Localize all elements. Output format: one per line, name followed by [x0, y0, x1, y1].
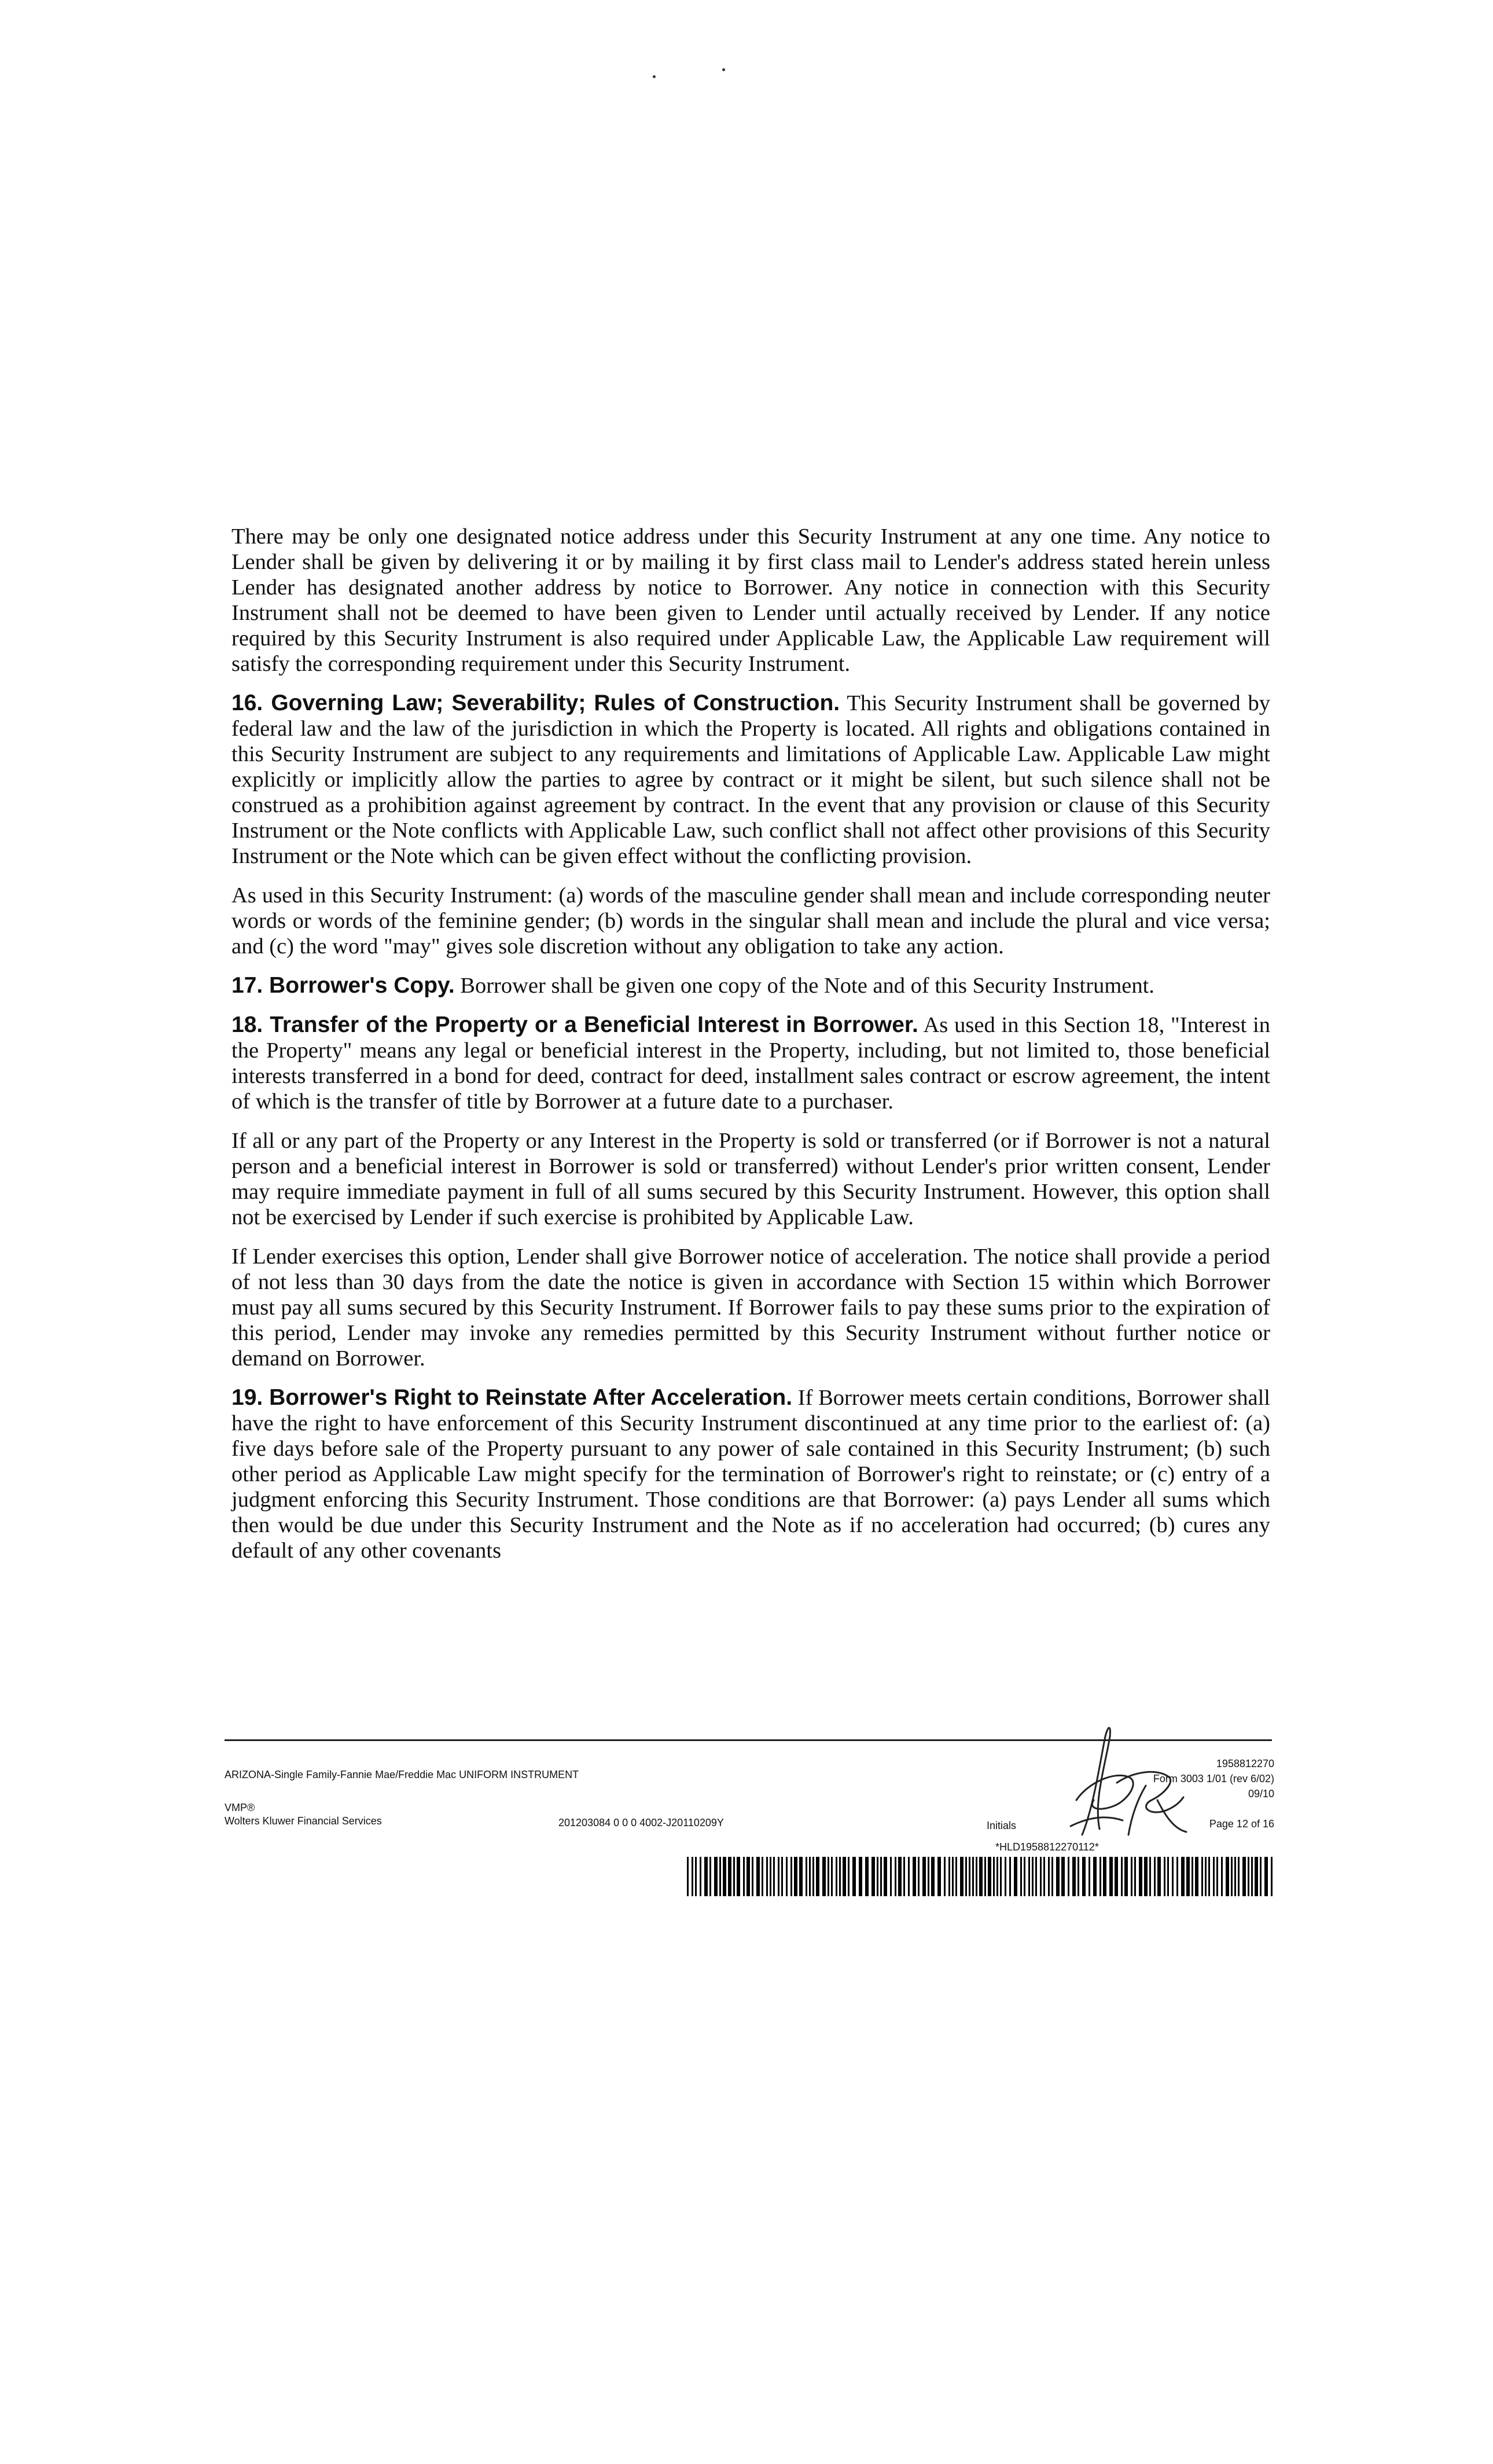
document-code: 201203084 0 0 0 4002-J20110209Y	[558, 1817, 724, 1828]
barcode-bar	[1035, 1857, 1037, 1896]
barcode-bar	[1154, 1857, 1156, 1896]
section-heading: 17. Borrower's Copy.	[231, 973, 455, 998]
barcode-bar	[1082, 1857, 1086, 1896]
barcode-bar	[880, 1857, 882, 1896]
paragraph: 18. Transfer of the Property or a Beneficial Interest in Borrower. As used in this Section 18, "Interest in the Property" means any legal or beneficial interest in the Property, including, but not limited to, those beneficial interests transferred in a bond for deed, contract for deed, installment sales contract or escrow agreement, the intent of which is the transfer of title by Borrower at a future date to a purchaser.	[231, 1012, 1270, 1114]
barcode-bar	[1238, 1857, 1240, 1896]
barcode-bar	[1099, 1857, 1101, 1896]
barcode-bar	[1051, 1857, 1053, 1896]
barcode-bar	[822, 1857, 826, 1896]
barcode-bar	[714, 1857, 718, 1896]
barcode-bar	[969, 1857, 970, 1896]
barcode-bar	[1134, 1857, 1136, 1896]
barcode-bar	[809, 1857, 811, 1896]
barcode-bar	[1234, 1857, 1236, 1896]
paragraph: If Lender exercises this option, Lender shall give Borrower notice of acceleration. The notice shall provide a period of not less than 30 days from the date the notice is given in accordance with Section 15 within which Borrower must pay all sums secured by this Security Instrument. If Borrower fails to pay these sums prior to the expiration of this period, Lender may invoke any remedies permitted by this Security Instrument without further notice or demand on Borrower.	[231, 1244, 1270, 1371]
barcode-bar	[984, 1857, 986, 1896]
barcode-bar	[948, 1857, 950, 1896]
barcode	[687, 1857, 1274, 1896]
barcode-bar	[1216, 1857, 1218, 1896]
barcode-bar	[1056, 1857, 1060, 1896]
paragraph: 16. Governing Law; Severability; Rules of Construction. This Security Instrument shall be governed by federal law and the law of the jurisdiction in which the Property is located. All rights and obligations contained in this Security Instrument are subject to any requirements and limitations of Applicable Law. Applicable Law might explicitly or implicitly allow the parties to agree by contract or it might be silent, but such silence shall not be construed as a prohibition against agreement by contract. In the event that any provision or clause of this Security Instrument or the Note conflicts with Applicable Law, such conflict shall not affect other provisions of this Security Instrument or the Note which can be given effect without the conflicting provision.	[231, 691, 1270, 868]
barcode-bar	[1248, 1857, 1249, 1896]
barcode-bar	[1005, 1857, 1006, 1896]
barcode-bar	[1251, 1857, 1253, 1896]
barcode-bar	[1124, 1857, 1128, 1896]
barcode-bar	[1109, 1857, 1113, 1896]
barcode-bar	[1028, 1857, 1030, 1896]
barcode-bar	[1121, 1857, 1123, 1896]
barcode-bar	[770, 1857, 771, 1896]
barcode-bar	[781, 1857, 783, 1896]
barcode-bar	[747, 1857, 750, 1896]
scan-speck	[722, 68, 725, 71]
barcode-bar	[1020, 1857, 1022, 1896]
barcode-bar	[843, 1857, 846, 1896]
barcode-bar	[955, 1857, 957, 1896]
scan-speck	[653, 75, 656, 78]
barcode-bar	[1208, 1857, 1210, 1896]
barcode-bar	[752, 1857, 753, 1896]
barcode-bar	[709, 1857, 711, 1896]
barcode-bar	[790, 1857, 792, 1896]
barcode-bar	[903, 1857, 905, 1896]
barcode-bar	[918, 1857, 920, 1896]
barcode-bar	[1093, 1857, 1097, 1896]
barcode-bar	[704, 1857, 708, 1896]
barcode-bar	[1139, 1857, 1142, 1896]
barcode-bar	[960, 1857, 964, 1896]
barcode-bar	[852, 1857, 856, 1896]
barcode-bar	[988, 1857, 991, 1896]
barcode-bar	[723, 1857, 726, 1896]
barcode-bar	[1131, 1857, 1132, 1896]
barcode-bar	[1149, 1857, 1151, 1896]
barcode-bar	[1195, 1857, 1198, 1896]
barcode-bar	[1167, 1857, 1169, 1896]
barcode-bar	[1181, 1857, 1185, 1896]
barcode-bar	[965, 1857, 967, 1896]
barcode-bar	[1009, 1857, 1011, 1896]
barcode-bar	[1176, 1857, 1178, 1896]
barcode-bar	[1115, 1857, 1118, 1896]
barcode-bar	[1072, 1857, 1076, 1896]
barcode-bar	[794, 1857, 797, 1896]
barcode-text: *HLD1958812270112*	[995, 1841, 1099, 1853]
barcode-bar	[719, 1857, 721, 1896]
barcode-bar	[996, 1857, 998, 1896]
loan-number: 1958812270	[1216, 1758, 1274, 1769]
revision-date: 09/10	[1248, 1788, 1274, 1800]
barcode-bar	[762, 1857, 763, 1896]
barcode-bar	[922, 1857, 926, 1896]
barcode-bar	[944, 1857, 946, 1896]
initials-label: Initials	[987, 1820, 1017, 1831]
publisher-name: Wolters Kluwer Financial Services	[225, 1815, 382, 1827]
barcode-bar	[1255, 1857, 1258, 1896]
barcode-bar	[687, 1857, 689, 1896]
barcode-bar	[1048, 1857, 1050, 1896]
barcode-bar	[1172, 1857, 1174, 1896]
barcode-bar	[1068, 1857, 1069, 1896]
barcode-bar	[786, 1857, 788, 1896]
barcode-bar	[1061, 1857, 1065, 1896]
barcode-bar	[700, 1857, 701, 1896]
barcode-bar	[1024, 1857, 1025, 1896]
page-number: Page 12 of 16	[1209, 1818, 1274, 1830]
barcode-bar	[692, 1857, 693, 1896]
barcode-bar	[1271, 1857, 1273, 1896]
barcode-bar	[1032, 1857, 1034, 1896]
barcode-bar	[1205, 1857, 1207, 1896]
barcode-bar	[695, 1857, 697, 1896]
barcode-bar	[1089, 1857, 1090, 1896]
section-heading: 19. Borrower's Right to Reinstate After Acceleration.	[231, 1385, 793, 1410]
barcode-bar	[1157, 1857, 1161, 1896]
barcode-bar	[976, 1857, 977, 1896]
barcode-bar	[928, 1857, 929, 1896]
barcode-bar	[877, 1857, 878, 1896]
form-number: Form 3003 1/01 (rev 6/02)	[1153, 1773, 1274, 1784]
barcode-bar	[890, 1857, 892, 1896]
barcode-bar	[839, 1857, 841, 1896]
barcode-bar	[871, 1857, 875, 1896]
barcode-bar	[1078, 1857, 1079, 1896]
barcode-bar	[737, 1857, 740, 1896]
barcode-bar	[1043, 1857, 1045, 1896]
barcode-bar	[884, 1857, 887, 1896]
barcode-bar	[1231, 1857, 1233, 1896]
section-heading: 18. Transfer of the Property or a Beneficial Interest in Borrower.	[231, 1012, 918, 1037]
barcode-bar	[908, 1857, 910, 1896]
barcode-bar	[806, 1857, 807, 1896]
barcode-bar	[766, 1857, 768, 1896]
barcode-bar	[1040, 1857, 1042, 1896]
paragraph: If all or any part of the Property or any Interest in the Property is sold or transferred (or if Borrower is not a natural person and a beneficial interest in Borrower is sold or transferred) without Lender's prior written consent, Lender may require immediate payment in full of all sums secured by this Security Instrument. However, this option shall not be exercised by Lender if such exercise is prohibited by Applicable Law.	[231, 1129, 1270, 1229]
barcode-bar	[1201, 1857, 1203, 1896]
barcode-bar	[1260, 1857, 1262, 1896]
barcode-bar	[831, 1857, 833, 1896]
barcode-bar	[895, 1857, 896, 1896]
barcode-bar	[1192, 1857, 1193, 1896]
barcode-bar	[1186, 1857, 1190, 1896]
barcode-bar	[1264, 1857, 1268, 1896]
barcode-bar	[913, 1857, 916, 1896]
barcode-bar	[1014, 1857, 1017, 1896]
barcode-bar	[1242, 1857, 1246, 1896]
barcode-bar	[1103, 1857, 1106, 1896]
paragraph: There may be only one designated notice address under this Security Instrument at any one time. Any notice to Lender shall be given by delivering it or by mailing it by first class mail to Lender's address stated herein unless Lender has designated another address by notice to Borrower. Any notice in connection with this Security Instrument shall not be deemed to have been given to Lender until actually received by Lender. If any notice required by this Security Instrument is also required under Applicable Law, the Applicable Law requirement will satisfy the corresponding requirement under this Security Instrument.	[231, 524, 1270, 676]
form-title: ARIZONA-Single Family-Fannie Mae/Freddie Mac UNIFORM INSTRUMENT	[225, 1769, 579, 1780]
paragraph: 17. Borrower's Copy. Borrower shall be given one copy of the Note and of this Security Instrument.	[231, 973, 1154, 998]
barcode-bar	[1226, 1857, 1229, 1896]
barcode-bar	[937, 1857, 941, 1896]
barcode-bar	[859, 1857, 862, 1896]
barcode-bar	[1164, 1857, 1165, 1896]
barcode-bar	[728, 1857, 731, 1896]
barcode-bar	[733, 1857, 735, 1896]
barcode-bar	[816, 1857, 819, 1896]
barcode-bar	[898, 1857, 902, 1896]
barcode-bar	[1221, 1857, 1223, 1896]
body-text	[231, 524, 1270, 1577]
paragraph: As used in this Security Instrument: (a) words of the masculine gender shall mean and include corresponding neuter words or words of the feminine gender; (b) words in the singular shall mean and include the plural and vice versa; and (c) the word "may" gives sole discretion without any obligation to take any action.	[231, 883, 1270, 959]
barcode-bar	[812, 1857, 814, 1896]
barcode-bar	[865, 1857, 869, 1896]
barcode-bar	[778, 1857, 779, 1896]
barcode-bar	[1213, 1857, 1215, 1896]
barcode-bar	[1000, 1857, 1002, 1896]
section-heading: 16. Governing Law; Severability; Rules of Construction.	[231, 691, 840, 715]
barcode-bar	[756, 1857, 760, 1896]
barcode-bar	[773, 1857, 775, 1896]
paragraph: 19. Borrower's Right to Reinstate After Acceleration. If Borrower meets certain conditions, Borrower shall have the right to have enforcement of this Security Instrument discontinued at any time prior to the earliest of: (a) five days before sale of the Property pursuant to any power of sale contained in this Security Instrument; (b) such other period as Applicable Law might specify for the termination of Borrower's right to reinstate; or (c) entry of a judgment enforcing this Security Instrument. Those conditions are that Borrower: (a) pays Lender all sums which then would be due under this Security Instrument and the Note as if no acceleration had occurred; (b) cures any default of any other covenants	[231, 1385, 1270, 1563]
barcode-bar	[972, 1857, 974, 1896]
barcode-bar	[828, 1857, 829, 1896]
barcode-bar	[993, 1857, 995, 1896]
barcode-bar	[799, 1857, 803, 1896]
barcode-bar	[1144, 1857, 1148, 1896]
barcode-bar	[979, 1857, 983, 1896]
barcode-bar	[836, 1857, 837, 1896]
barcode-bar	[848, 1857, 850, 1896]
barcode-bar	[931, 1857, 935, 1896]
initials-signature	[1013, 1713, 1204, 1852]
vmp-label: VMP®	[225, 1802, 255, 1813]
barcode-bar	[952, 1857, 954, 1896]
barcode-bar	[743, 1857, 745, 1896]
